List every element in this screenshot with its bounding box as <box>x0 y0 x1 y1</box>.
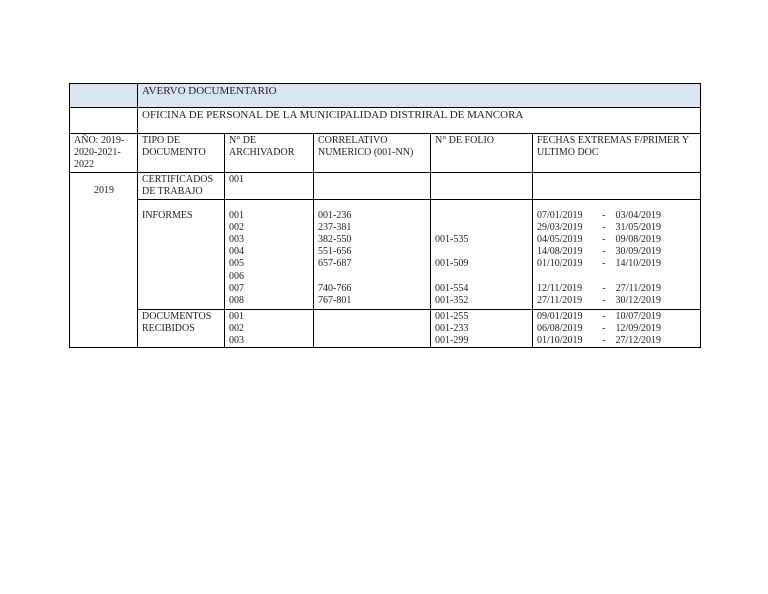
date-separator: - <box>602 310 606 322</box>
archive-inventory-table <box>69 83 701 348</box>
header-correlativo: CORRELATIVO NUMERICO (001-NN) <box>314 134 431 173</box>
date-to: 09/08/2019 <box>615 234 661 246</box>
date-separator: - <box>602 258 606 270</box>
date-separator: - <box>602 335 606 347</box>
header-year: AÑO: 2019-2020-2021-2022 <box>70 134 138 173</box>
date-separator: - <box>602 246 606 258</box>
tipo-cell: DOCUMENTOS RECIBIDOS <box>138 309 225 348</box>
date-to: 12/09/2019 <box>615 322 661 334</box>
archivador-cell: 001 002 003 004 005 006 007 008 <box>225 199 314 309</box>
date-from: 12/11/2019 <box>537 282 583 294</box>
date-from: 09/01/2019 <box>537 310 583 322</box>
date-range <box>537 323 661 335</box>
correlativo-cell <box>314 309 431 348</box>
date-range <box>537 295 661 307</box>
folio-cell <box>431 172 533 199</box>
fechas-cell <box>533 172 701 199</box>
tipo-cell: CERTIFICADOS DE TRABAJO <box>138 172 225 199</box>
date-range <box>537 234 661 246</box>
date-from: 04/05/2019 <box>537 234 583 246</box>
date-range <box>537 222 661 234</box>
header-folio: N° DE FOLIO <box>431 134 533 173</box>
date-separator: - <box>602 209 606 221</box>
date-from: 01/10/2019 <box>537 335 583 347</box>
date-to: 03/04/2019 <box>615 209 661 221</box>
table-row <box>70 309 701 348</box>
folio-cell: 001-535 001-509 001-554 001-352 <box>431 199 533 309</box>
date-range <box>537 283 661 295</box>
correlativo-cell <box>314 172 431 199</box>
date-from: 29/03/2019 <box>537 221 583 233</box>
date-range <box>537 311 661 323</box>
date-to: 10/07/2019 <box>615 310 661 322</box>
header-tipo: TIPO DE DOCUMENTO <box>138 134 225 173</box>
title-row <box>70 84 701 108</box>
table-row <box>70 172 701 199</box>
archivador-cell: 001 <box>225 172 314 199</box>
correlativo-cell: 001-236 237-381 382-550 551-656 657-687 740-766 767-801 <box>314 199 431 309</box>
archivador-cell: 001 002 003 <box>225 309 314 348</box>
tipo-cell: INFORMES <box>138 199 225 309</box>
fechas-cell <box>533 309 701 348</box>
column-header-row <box>70 134 701 173</box>
title-blank-cell <box>70 84 138 108</box>
date-from: 01/10/2019 <box>537 258 583 270</box>
header-fechas: FECHAS EXTREMAS F/PRIMER Y ULTIMO DOC <box>533 134 701 173</box>
date-to: 30/09/2019 <box>615 246 661 258</box>
date-to: 27/11/2019 <box>615 282 661 294</box>
folio-cell: 001-255 001-233 001-299 <box>431 309 533 348</box>
date-range <box>537 210 661 222</box>
date-separator: - <box>602 221 606 233</box>
date-range <box>537 271 661 283</box>
year-cell: 2019 <box>70 172 138 348</box>
date-range <box>537 335 661 347</box>
date-separator: - <box>602 282 606 294</box>
date-to: 27/12/2019 <box>615 335 661 347</box>
subtitle-row <box>70 108 701 134</box>
date-separator: - <box>602 295 606 307</box>
date-separator: - <box>602 234 606 246</box>
date-from: 07/01/2019 <box>537 209 583 221</box>
date-range <box>537 258 661 270</box>
subtitle-blank-cell <box>70 108 138 134</box>
table-subtitle: OFICINA DE PERSONAL DE LA MUNICIPALIDAD DISTRIRAL DE MANCORA <box>138 108 701 134</box>
date-to: 14/10/2019 <box>615 258 661 270</box>
date-separator: - <box>602 322 606 334</box>
fechas-cell <box>533 199 701 309</box>
date-from: 06/08/2019 <box>537 322 583 334</box>
date-range <box>537 246 661 258</box>
date-to: 30/12/2019 <box>615 295 661 307</box>
header-archivador: N° DE ARCHIVADOR <box>225 134 314 173</box>
date-from: 27/11/2019 <box>537 295 583 307</box>
date-to: 31/05/2019 <box>615 221 661 233</box>
date-from: 14/08/2019 <box>537 246 583 258</box>
table-row <box>70 199 701 309</box>
table-title: AVERVO DOCUMENTARIO <box>138 84 701 108</box>
